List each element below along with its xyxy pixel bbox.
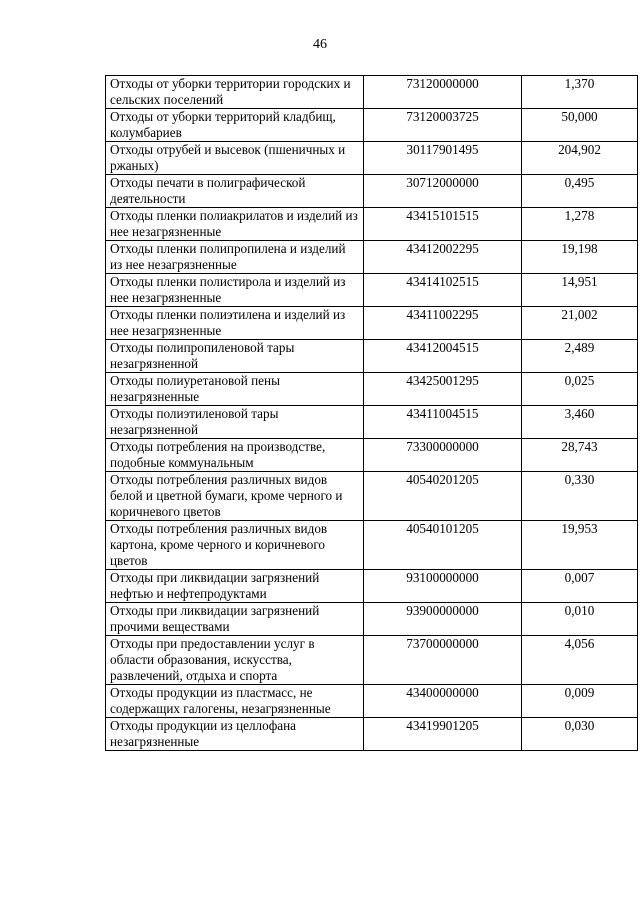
waste-code-cell: 43411004515 [364,406,522,439]
table-row [106,685,638,718]
waste-name-cell: Отходы потребления различных видов картона, кроме черного и коричневого цветов [106,521,364,570]
waste-code-cell: 73700000000 [364,636,522,685]
waste-name-cell: Отходы от уборки территории городских и сельских поселений [106,76,364,109]
waste-name-cell: Отходы пленки полистирола и изделий из нее незагрязненные [106,274,364,307]
waste-code-cell: 73120000000 [364,76,522,109]
waste-name-cell: Отходы продукции из целлофана незагрязненные [106,718,364,751]
waste-amount-cell: 1,278 [522,208,638,241]
table-row [106,373,638,406]
waste-amount-cell: 1,370 [522,76,638,109]
waste-code-cell: 43412004515 [364,340,522,373]
table-row [106,570,638,603]
waste-code-cell: 43414102515 [364,274,522,307]
waste-amount-cell: 2,489 [522,340,638,373]
waste-code-cell: 73120003725 [364,109,522,142]
waste-code-cell: 43425001295 [364,373,522,406]
waste-code-cell: 30117901495 [364,142,522,175]
table-row [106,175,638,208]
waste-amount-cell: 28,743 [522,439,638,472]
waste-name-cell: Отходы продукции из пластмасс, не содержащих галогены, незагрязненные [106,685,364,718]
waste-table [105,75,638,751]
waste-amount-cell: 0,007 [522,570,638,603]
waste-code-cell: 93900000000 [364,603,522,636]
waste-name-cell: Отходы потребления на производстве, подобные коммунальным [106,439,364,472]
table-row [106,274,638,307]
waste-name-cell: Отходы при ликвидации загрязнений прочими веществами [106,603,364,636]
waste-code-cell: 43412002295 [364,241,522,274]
waste-name-cell: Отходы пленки полиэтилена и изделий из нее незагрязненные [106,307,364,340]
waste-amount-cell: 4,056 [522,636,638,685]
waste-name-cell: Отходы полипропиленовой тары незагрязненной [106,340,364,373]
waste-name-cell: Отходы полиуретановой пены незагрязненные [106,373,364,406]
waste-amount-cell: 0,030 [522,718,638,751]
table-row [106,406,638,439]
waste-code-cell: 43400000000 [364,685,522,718]
table-row [106,340,638,373]
waste-code-cell: 43415101515 [364,208,522,241]
table-row [106,208,638,241]
waste-name-cell: Отходы полиэтиленовой тары незагрязненной [106,406,364,439]
waste-name-cell: Отходы при предоставлении услуг в области образования, искусства, развлечений, отдыха и спорта [106,636,364,685]
waste-amount-cell: 0,025 [522,373,638,406]
waste-code-cell: 40540201205 [364,472,522,521]
page-number: 46 [313,37,327,52]
waste-code-cell: 43411002295 [364,307,522,340]
waste-amount-cell: 0,009 [522,685,638,718]
table-row [106,439,638,472]
waste-amount-cell: 21,002 [522,307,638,340]
waste-name-cell: Отходы печати в полиграфической деятельности [106,175,364,208]
waste-code-cell: 93100000000 [364,570,522,603]
waste-name-cell: Отходы при ликвидации загрязнений нефтью и нефтепродуктами [106,570,364,603]
waste-amount-cell: 0,330 [522,472,638,521]
table-row [106,472,638,521]
waste-name-cell: Отходы пленки полипропилена и изделий из нее незагрязненные [106,241,364,274]
waste-amount-cell: 0,495 [522,175,638,208]
waste-amount-cell: 3,460 [522,406,638,439]
waste-code-cell: 30712000000 [364,175,522,208]
waste-name-cell: Отходы от уборки территорий кладбищ, колумбариев [106,109,364,142]
table-row [106,636,638,685]
waste-code-cell: 43419901205 [364,718,522,751]
table-row [106,307,638,340]
waste-name-cell: Отходы отрубей и высевок (пшеничных и ржаных) [106,142,364,175]
waste-amount-cell: 204,902 [522,142,638,175]
waste-name-cell: Отходы потребления различных видов белой и цветной бумаги, кроме черного и коричневого цветов [106,472,364,521]
table-row [106,521,638,570]
waste-amount-cell: 0,010 [522,603,638,636]
waste-table-body [106,76,638,751]
waste-name-cell: Отходы пленки полиакрилатов и изделий из нее незагрязненные [106,208,364,241]
table-row [106,142,638,175]
waste-amount-cell: 50,000 [522,109,638,142]
table-row [106,718,638,751]
waste-amount-cell: 14,951 [522,274,638,307]
table-row [106,109,638,142]
table-row [106,76,638,109]
waste-code-cell: 40540101205 [364,521,522,570]
waste-amount-cell: 19,953 [522,521,638,570]
waste-code-cell: 73300000000 [364,439,522,472]
table-row [106,603,638,636]
table-row [106,241,638,274]
waste-amount-cell: 19,198 [522,241,638,274]
